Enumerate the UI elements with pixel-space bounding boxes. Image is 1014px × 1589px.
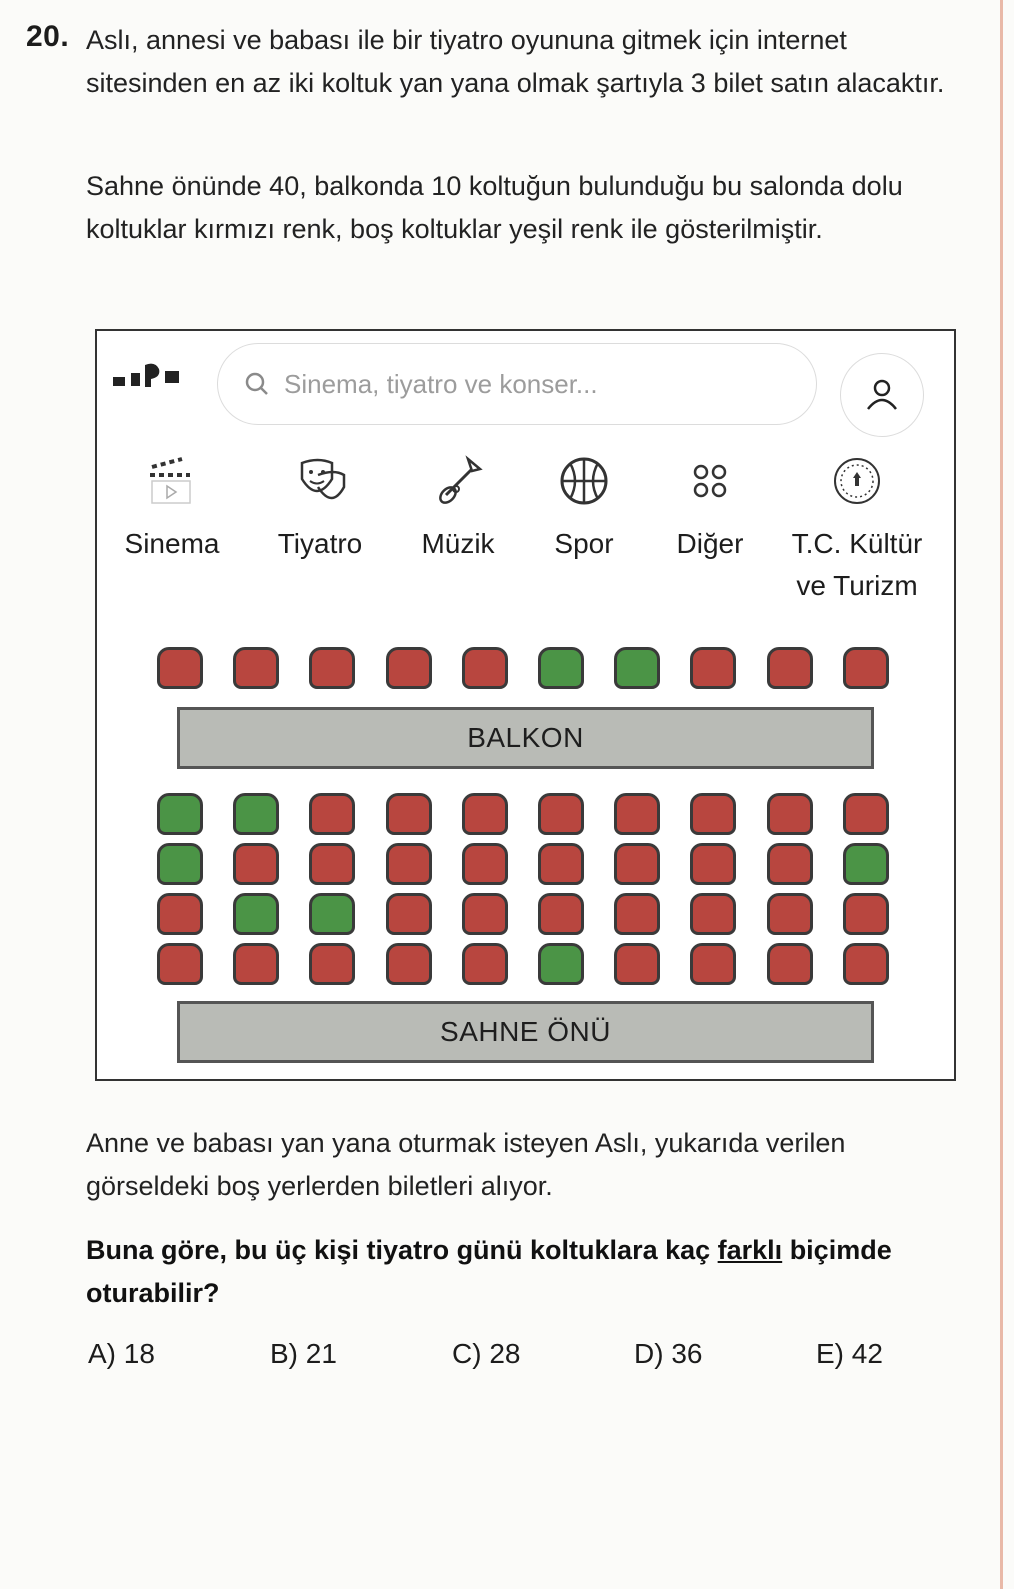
clapperboard-icon: [142, 453, 202, 509]
stage-seat-r2-c1-empty[interactable]: [157, 843, 203, 885]
basketball-icon: [556, 453, 612, 509]
balcony-seat-9-full: [767, 647, 813, 689]
stage-seat-r2-c6-full: [538, 843, 584, 885]
stage-seat-r1-c2-empty[interactable]: [233, 793, 279, 835]
stage-seat-r4-c1-full: [157, 943, 203, 985]
stage-seat-r3-c3-empty[interactable]: [309, 893, 355, 935]
page-edge-line: [1000, 0, 1003, 1589]
stage-seat-r1-c1-empty[interactable]: [157, 793, 203, 835]
answer-options: [88, 1338, 948, 1378]
balcony-seat-4-full: [386, 647, 432, 689]
question-number: 20.: [26, 20, 70, 53]
stage-seat-r3-c1-full: [157, 893, 203, 935]
underlined-word: farklı: [717, 1235, 783, 1265]
stage-seat-r4-c4-full: [386, 943, 432, 985]
category-tiyatro[interactable]: Tiyatro: [245, 449, 395, 565]
balcony-seat-1-full: [157, 647, 203, 689]
stage-seat-r4-c3-full: [309, 943, 355, 985]
stage-seat-r2-c9-full: [767, 843, 813, 885]
stage-seat-r3-c10-full: [843, 893, 889, 935]
stage-seat-r1-c6-full: [538, 793, 584, 835]
after-figure-paragraph: Anne ve babası yan yana oturmak isteyen Aslı, yukarıda verilen görseldeki boş yerlerden biletleri alıyor.: [86, 1128, 846, 1201]
stage-seat-r4-c8-full: [690, 943, 736, 985]
option-c[interactable]: C) 28: [452, 1338, 521, 1369]
stage-seat-r3-c9-full: [767, 893, 813, 935]
category-diger[interactable]: Diğer: [635, 449, 785, 565]
stage-seat-r2-c3-full: [309, 843, 355, 885]
question-text: Buna göre, bu üç kişi tiyatro günü koltuklara kaç farklı biçimde oturabilir?: [86, 1235, 892, 1308]
ministry-seal-icon: [829, 453, 885, 509]
category-sinema[interactable]: Sinema: [97, 449, 247, 565]
stage-seat-r1-c10-full: [843, 793, 889, 835]
stage-seat-r3-c5-full: [462, 893, 508, 935]
grid-dots-icon: [690, 461, 730, 501]
category-muzik[interactable]: Müzik: [383, 449, 533, 565]
description-paragraph: Sahne önünde 40, balkonda 10 koltuğun bulunduğu bu salonda dolu koltuklar kırmızı renk, boş koltuklar yeşil renk ile gösterilmiştir.: [86, 171, 903, 244]
stage-seat-r3-c7-full: [614, 893, 660, 935]
search-bar[interactable]: [217, 343, 817, 425]
stage-seat-r2-c4-full: [386, 843, 432, 885]
stage-seat-r2-c8-full: [690, 843, 736, 885]
user-icon: [862, 375, 902, 415]
balcony-seat-6-empty[interactable]: [538, 647, 584, 689]
stage-seat-r1-c7-full: [614, 793, 660, 835]
stage-seat-r1-c8-full: [690, 793, 736, 835]
category-kultur-turizm[interactable]: T.C. Kültür ve Turizm: [777, 449, 937, 607]
stage-seat-r2-c5-full: [462, 843, 508, 885]
stage-seat-r4-c2-full: [233, 943, 279, 985]
stage-seat-r4-c6-empty[interactable]: [538, 943, 584, 985]
search-placeholder: Sinema, tiyatro ve konser...: [284, 368, 598, 399]
stage-seat-r2-c10-empty[interactable]: [843, 843, 889, 885]
user-profile-button[interactable]: [840, 353, 924, 437]
option-b[interactable]: B) 21: [270, 1338, 337, 1369]
app-logo-icon: [111, 361, 191, 393]
trumpet-icon: [430, 453, 486, 509]
option-d[interactable]: D) 36: [634, 1338, 703, 1369]
stage-seat-r1-c4-full: [386, 793, 432, 835]
intro-paragraph: Aslı, annesi ve babası ile bir tiyatro oyununa gitmek için internet sitesinden en az iki koltuk yan yana olmak şartıyla 3 bilet satın alacaktır.: [86, 25, 945, 98]
stage-seat-r2-c2-full: [233, 843, 279, 885]
stage-seat-r4-c7-full: [614, 943, 660, 985]
balcony-seat-5-full: [462, 647, 508, 689]
balcony-seat-7-empty[interactable]: [614, 647, 660, 689]
option-e[interactable]: E) 42: [816, 1338, 883, 1369]
balcony-seat-10-full: [843, 647, 889, 689]
stage-seat-r3-c6-full: [538, 893, 584, 935]
ticket-app-screenshot: [95, 329, 956, 1081]
stage-seat-r2-c7-full: [614, 843, 660, 885]
stage-seat-r1-c3-full: [309, 793, 355, 835]
stage-seat-r4-c5-full: [462, 943, 508, 985]
stage-seat-r3-c2-empty[interactable]: [233, 893, 279, 935]
balcony-label: BALKON: [177, 707, 874, 769]
stage-seat-r1-c5-full: [462, 793, 508, 835]
stage-seat-r3-c4-full: [386, 893, 432, 935]
stage-seat-r3-c8-full: [690, 893, 736, 935]
balcony-seat-2-full: [233, 647, 279, 689]
stage-seat-r1-c9-full: [767, 793, 813, 835]
balcony-seat-8-full: [690, 647, 736, 689]
category-spor[interactable]: Spor: [509, 449, 659, 565]
option-a[interactable]: A) 18: [88, 1338, 155, 1369]
search-icon: [244, 371, 270, 397]
stage-seat-r4-c10-full: [843, 943, 889, 985]
balcony-seat-3-full: [309, 647, 355, 689]
stage-label: SAHNE ÖNÜ: [177, 1001, 874, 1063]
theater-mask-icon: [292, 453, 348, 509]
stage-seat-r4-c9-full: [767, 943, 813, 985]
